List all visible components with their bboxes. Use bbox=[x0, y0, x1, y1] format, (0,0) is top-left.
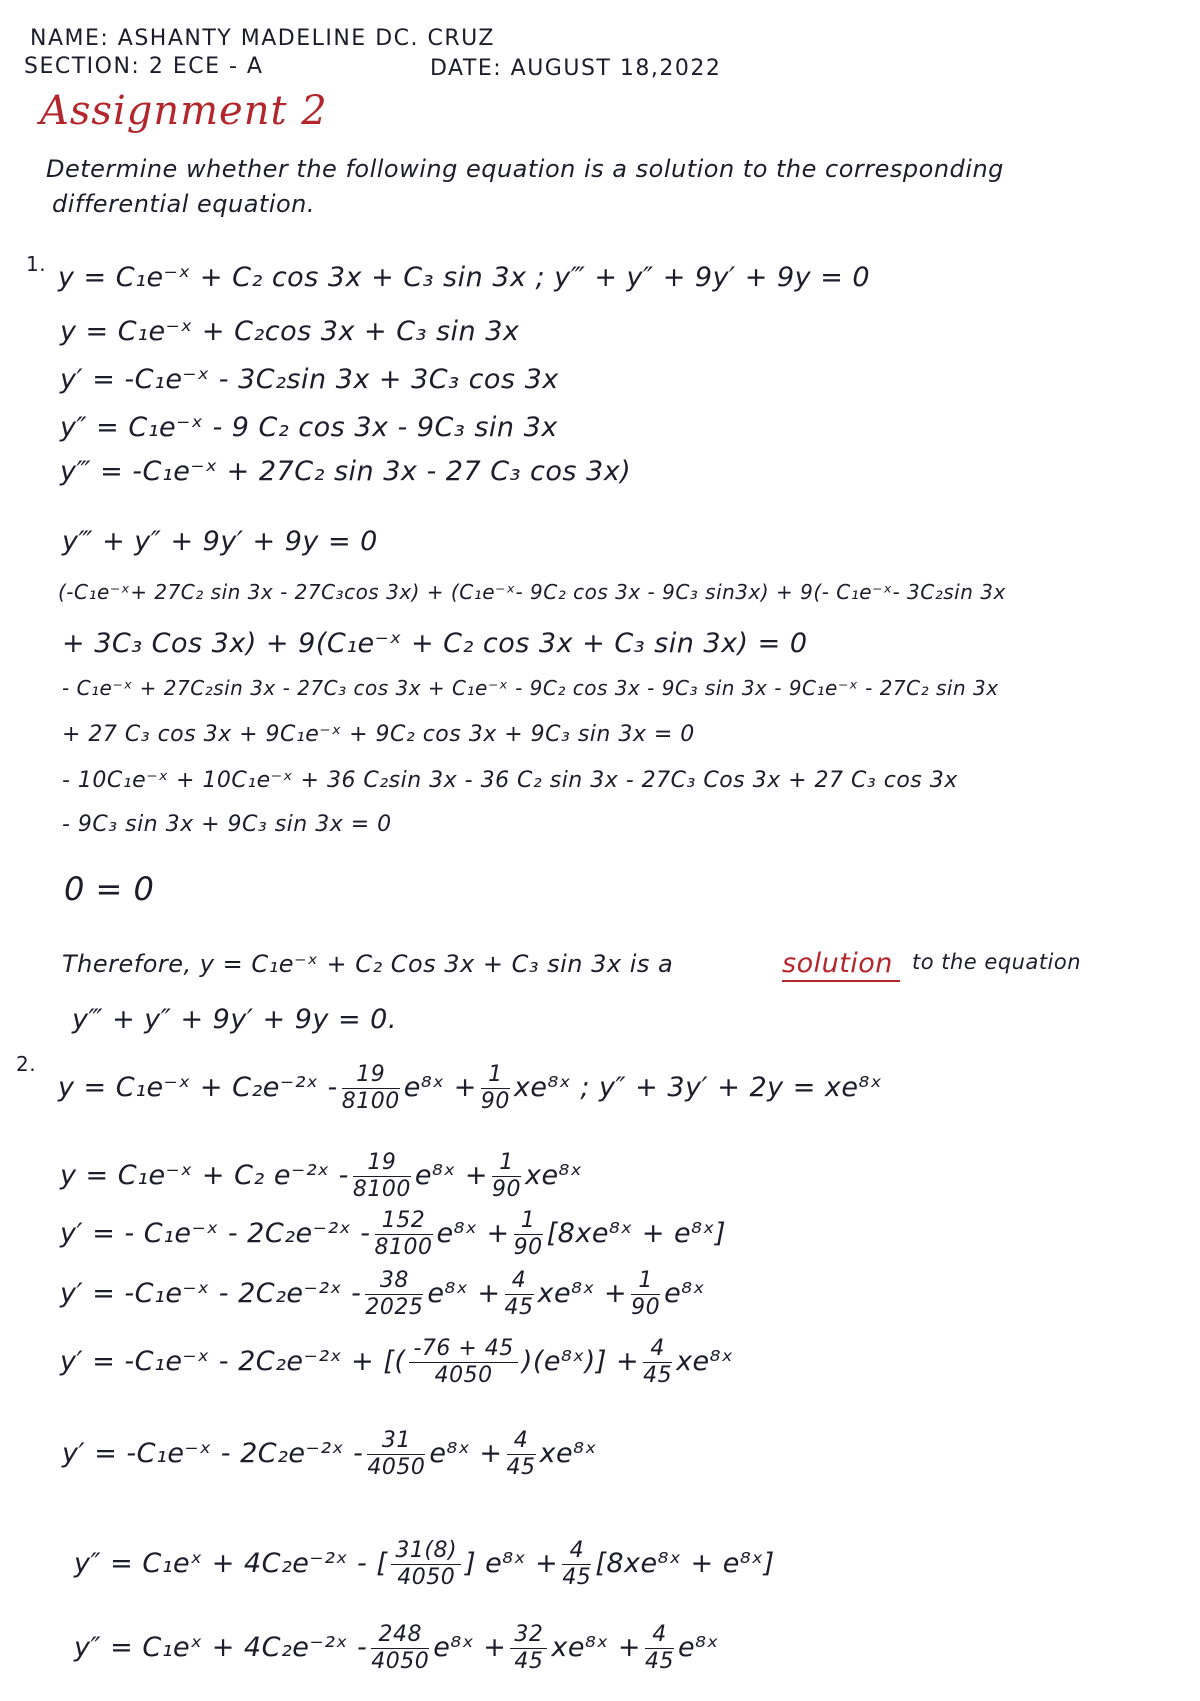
problem-2-y: y = C₁e⁻ˣ + C₂ e⁻²ˣ - $\frac{19}{8100}$ e⁸ˣ + $\frac{1}{90}$ xe⁸ˣ bbox=[60, 1150, 583, 1202]
student-section: SECTION: 2 ECE - A bbox=[24, 54, 264, 79]
student-name: NAME: ASHANTY MADELINE DC. CRUZ bbox=[30, 26, 495, 51]
problem-1-statement: y = C₁e⁻ˣ + C₂ cos 3x + C₃ sin 3x ; y‴ + y″ + 9y′ + 9y = 0 bbox=[58, 262, 871, 293]
problem-1-result: 0 = 0 bbox=[64, 870, 155, 908]
instructions-line-2: differential equation. bbox=[52, 190, 316, 218]
problem-1-substitution-1: (-C₁e⁻ˣ+ 27C₂ sin 3x - 27C₃cos 3x) + (C₁e⁻ˣ- 9C₂ cos 3x - 9C₃ sin3x) + 9(- C₁e⁻ˣ- 3C₂sin 3x bbox=[58, 580, 1006, 604]
problem-1-expansion-2: + 27 C₃ cos 3x + 9C₁e⁻ˣ + 9C₂ cos 3x + 9C₃ sin 3x = 0 bbox=[62, 722, 695, 747]
problem-1-collect-2: - 9C₃ sin 3x + 9C₃ sin 3x = 0 bbox=[62, 812, 392, 837]
problem-1-y-prime: y′ = -C₁e⁻ˣ - 3C₂sin 3x + 3C₃ cos 3x bbox=[60, 364, 559, 395]
page-title: Assignment 2 bbox=[40, 88, 328, 134]
problem-1-conclusion-suffix: to the equation bbox=[912, 950, 1082, 974]
problem-2-number: 2. bbox=[16, 1052, 37, 1076]
problem-2-y-double-prime-2: y″ = C₁eˣ + 4C₂e⁻²ˣ - $\frac{248}{4050}$ e⁸ˣ + $\frac{32}{45}$ xe⁸ˣ + $\frac{4}{45}$ e⁸ˣ bbox=[74, 1622, 719, 1674]
problem-1-collect-1: - 10C₁e⁻ˣ + 10C₁e⁻ˣ + 36 C₂sin 3x - 36 C₂ sin 3x - 27C₃ Cos 3x + 27 C₃ cos 3x bbox=[62, 768, 958, 793]
assignment-date: DATE: AUGUST 18,2022 bbox=[430, 56, 722, 81]
instructions-line-1: Determine whether the following equation is a solution to the corresponding bbox=[46, 155, 1004, 183]
problem-2-y-prime-1: y′ = - C₁e⁻ˣ - 2C₂e⁻²ˣ - $\frac{152}{8100}$ e⁸ˣ + $\frac{1}{90}$ [8xe⁸ˣ + e⁸ˣ] bbox=[60, 1208, 726, 1260]
problem-1-conclusion-keyword: solution bbox=[782, 948, 893, 979]
problem-1-equation: y‴ + y″ + 9y′ + 9y = 0 bbox=[62, 526, 378, 557]
problem-1-conclusion-prefix: Therefore, y = C₁e⁻ˣ + C₂ Cos 3x + C₃ sin 3x is a bbox=[62, 950, 674, 978]
problem-1-number: 1. bbox=[26, 252, 47, 276]
problem-2-statement: y = C₁e⁻ˣ + C₂e⁻²ˣ - $\frac{19}{8100}$ e⁸ˣ + $\frac{1}{90}$ xe⁸ˣ ; y″ + 3y′ + 2y = xe⁸ˣ bbox=[58, 1062, 883, 1114]
problem-2-y-prime-4: y′ = -C₁e⁻ˣ - 2C₂e⁻²ˣ - $\frac{31}{4050}$ e⁸ˣ + $\frac{4}{45}$ xe⁸ˣ bbox=[62, 1428, 597, 1480]
problem-1-substitution-2: + 3C₃ Cos 3x) + 9(C₁e⁻ˣ + C₂ cos 3x + C₃ sin 3x) = 0 bbox=[62, 628, 808, 659]
problem-1-conclusion-equation: y‴ + y″ + 9y′ + 9y = 0. bbox=[72, 1004, 397, 1035]
problem-1-y: y = C₁e⁻ˣ + C₂cos 3x + C₃ sin 3x bbox=[60, 316, 520, 347]
problem-1-y-double-prime: y″ = C₁e⁻ˣ - 9 C₂ cos 3x - 9C₃ sin 3x bbox=[60, 412, 558, 443]
keyword-underline bbox=[782, 980, 900, 982]
problem-2-y-prime-3: y′ = -C₁e⁻ˣ - 2C₂e⁻²ˣ + [( $\frac{-76 + 45}{4050}$ )(e⁸ˣ)] + $\frac{4}{45}$ xe⁸ˣ bbox=[60, 1336, 734, 1388]
problem-1-expansion-1: - C₁e⁻ˣ + 27C₂sin 3x - 27C₃ cos 3x + C₁e⁻ˣ - 9C₂ cos 3x - 9C₃ sin 3x - 9C₁e⁻ˣ - 27C₂ sin 3x bbox=[62, 676, 999, 700]
problem-2-y-double-prime-1: y″ = C₁eˣ + 4C₂e⁻²ˣ - [ $\frac{31(8)}{4050}$ ] e⁸ˣ + $\frac{4}{45}$ [8xe⁸ˣ + e⁸ˣ] bbox=[74, 1538, 775, 1590]
problem-1-y-triple-prime: y‴ = -C₁e⁻ˣ + 27C₂ sin 3x - 27 C₃ cos 3x) bbox=[60, 456, 632, 487]
problem-2-y-prime-2: y′ = -C₁e⁻ˣ - 2C₂e⁻²ˣ - $\frac{38}{2025}$ e⁸ˣ + $\frac{4}{45}$ xe⁸ˣ + $\frac{1}{90}$ e⁸ˣ bbox=[60, 1268, 706, 1320]
